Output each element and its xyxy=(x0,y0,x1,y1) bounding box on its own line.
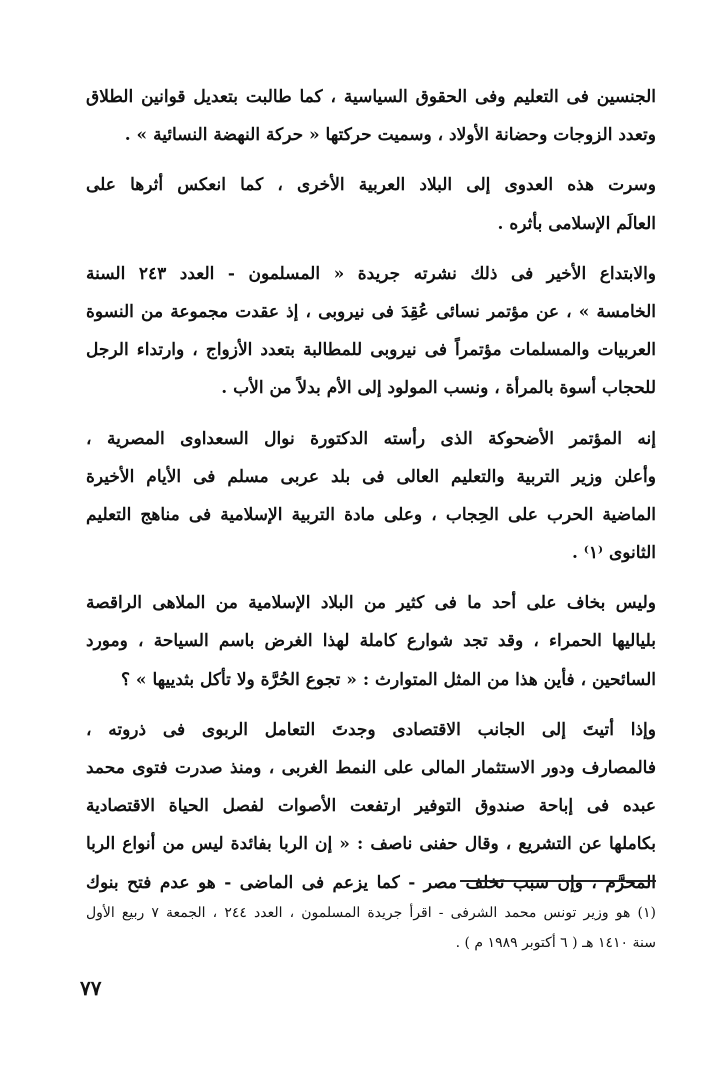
text-line: العربيات والمسلمات مؤتمراً فى نيروبى للمطالبة بتعدد الأزواج ، وارتداء الرجل xyxy=(86,340,656,361)
text-line: الجنسين فى التعليم وفى الحقوق السياسية ، كما طالبت بتعديل قوانين الطلاق xyxy=(86,87,656,107)
paragraph-1 xyxy=(86,78,656,154)
body-text xyxy=(86,78,656,914)
paragraph-2 xyxy=(86,166,656,242)
paragraph-3 xyxy=(86,255,656,408)
footnote-line: (١) هو وزير تونس محمد الشرفى - اقرأ جريدة المسلمون ، العدد ٢٤٤ ، الجمعة ٧ ربيع الأول xyxy=(86,905,656,921)
text-line: وإذا أتيتَ إلى الجانب الاقتصادى وجدتَ التعامل الربوى فى ذروته ، xyxy=(86,719,656,740)
text-line: الخامسة » ، عن مؤتمر نسائى عُقِدَ فى نيروبى ، إذ عقدت مجموعة من النسوة xyxy=(86,301,656,322)
text-line: وليس بخاف على أحد ما فى كثير من البلاد الإسلامية من الملاهى الراقصة xyxy=(86,593,656,614)
text-line: فالمصارف ودور الاستثمار المالى على النمط الغربى ، ومنذ صدرت فتوى محمد xyxy=(86,758,656,778)
text-line: الماضية الحرب على الحِجاب ، وعلى مادة التربية الإسلامية فى مناهج التعليم xyxy=(86,504,656,525)
text-line: والابتداع الأخير فى ذلك نشرته جريدة « المسلمون - العدد ٢٤٣ السنة xyxy=(86,263,656,284)
text-line: بلياليها الحمراء ، وقد تجد شوارع كاملة لهذا الغرض باسم السياحة ، ومورد xyxy=(86,631,656,652)
text-line: وتعدد الزوجات وحضانة الأولاد ، وسميت حركتها « حركة النهضة النسائية » . xyxy=(124,125,656,146)
text-line: للحجاب أسوة بالمرأة ، ونسب المولود إلى الأم بدلاً من الأب . xyxy=(221,378,656,399)
text-line: عبده فى إباحة صندوق التوفير ارتفعت الأصوات لفصل الحياة الاقتصادية xyxy=(86,796,656,817)
paragraph-6 xyxy=(86,711,656,902)
text-line: العالَم الإسلامى بأثره . xyxy=(497,213,656,234)
text-line: وأعلن وزير التربية والتعليم العالى فى بلد عربى مسلم فى الأيام الأخيرة xyxy=(86,466,656,487)
paragraph-4 xyxy=(86,420,656,573)
footnote-divider xyxy=(460,880,656,882)
paragraph-5 xyxy=(86,584,656,699)
page-number: ٧٧ xyxy=(80,976,102,1000)
footnote xyxy=(86,898,656,958)
text-line: الثانوى ⁽١⁾ . xyxy=(571,543,656,564)
text-line: بكاملها عن التشريع ، وقال حفنى ناصف : « إن الربا بفائدة ليس من أنواع الربا xyxy=(86,834,656,855)
footnote-line: سنة ١٤١٠ هـ ( ٦ أكتوبر ١٩٨٩ م ) . xyxy=(455,935,656,951)
text-line: وسرت هذه العدوى إلى البلاد العربية الأخرى ، كما انعكس أثرها على xyxy=(86,175,656,196)
text-line: السائحين ، فأين هذا من المثل المتوارث : « تجوع الحُرَّة ولا تأكل بثدييها » ؟ xyxy=(120,669,656,690)
text-line: المحرَّم ، وإن سبب تخلف مصر - كما يزعم فى الماضى - هو عدم فتح بنوك xyxy=(86,872,656,893)
text-line: إنه المؤتمر الأضحوكة الذى رأسته الدكتورة نوال السعداوى المصرية ، xyxy=(86,428,656,449)
